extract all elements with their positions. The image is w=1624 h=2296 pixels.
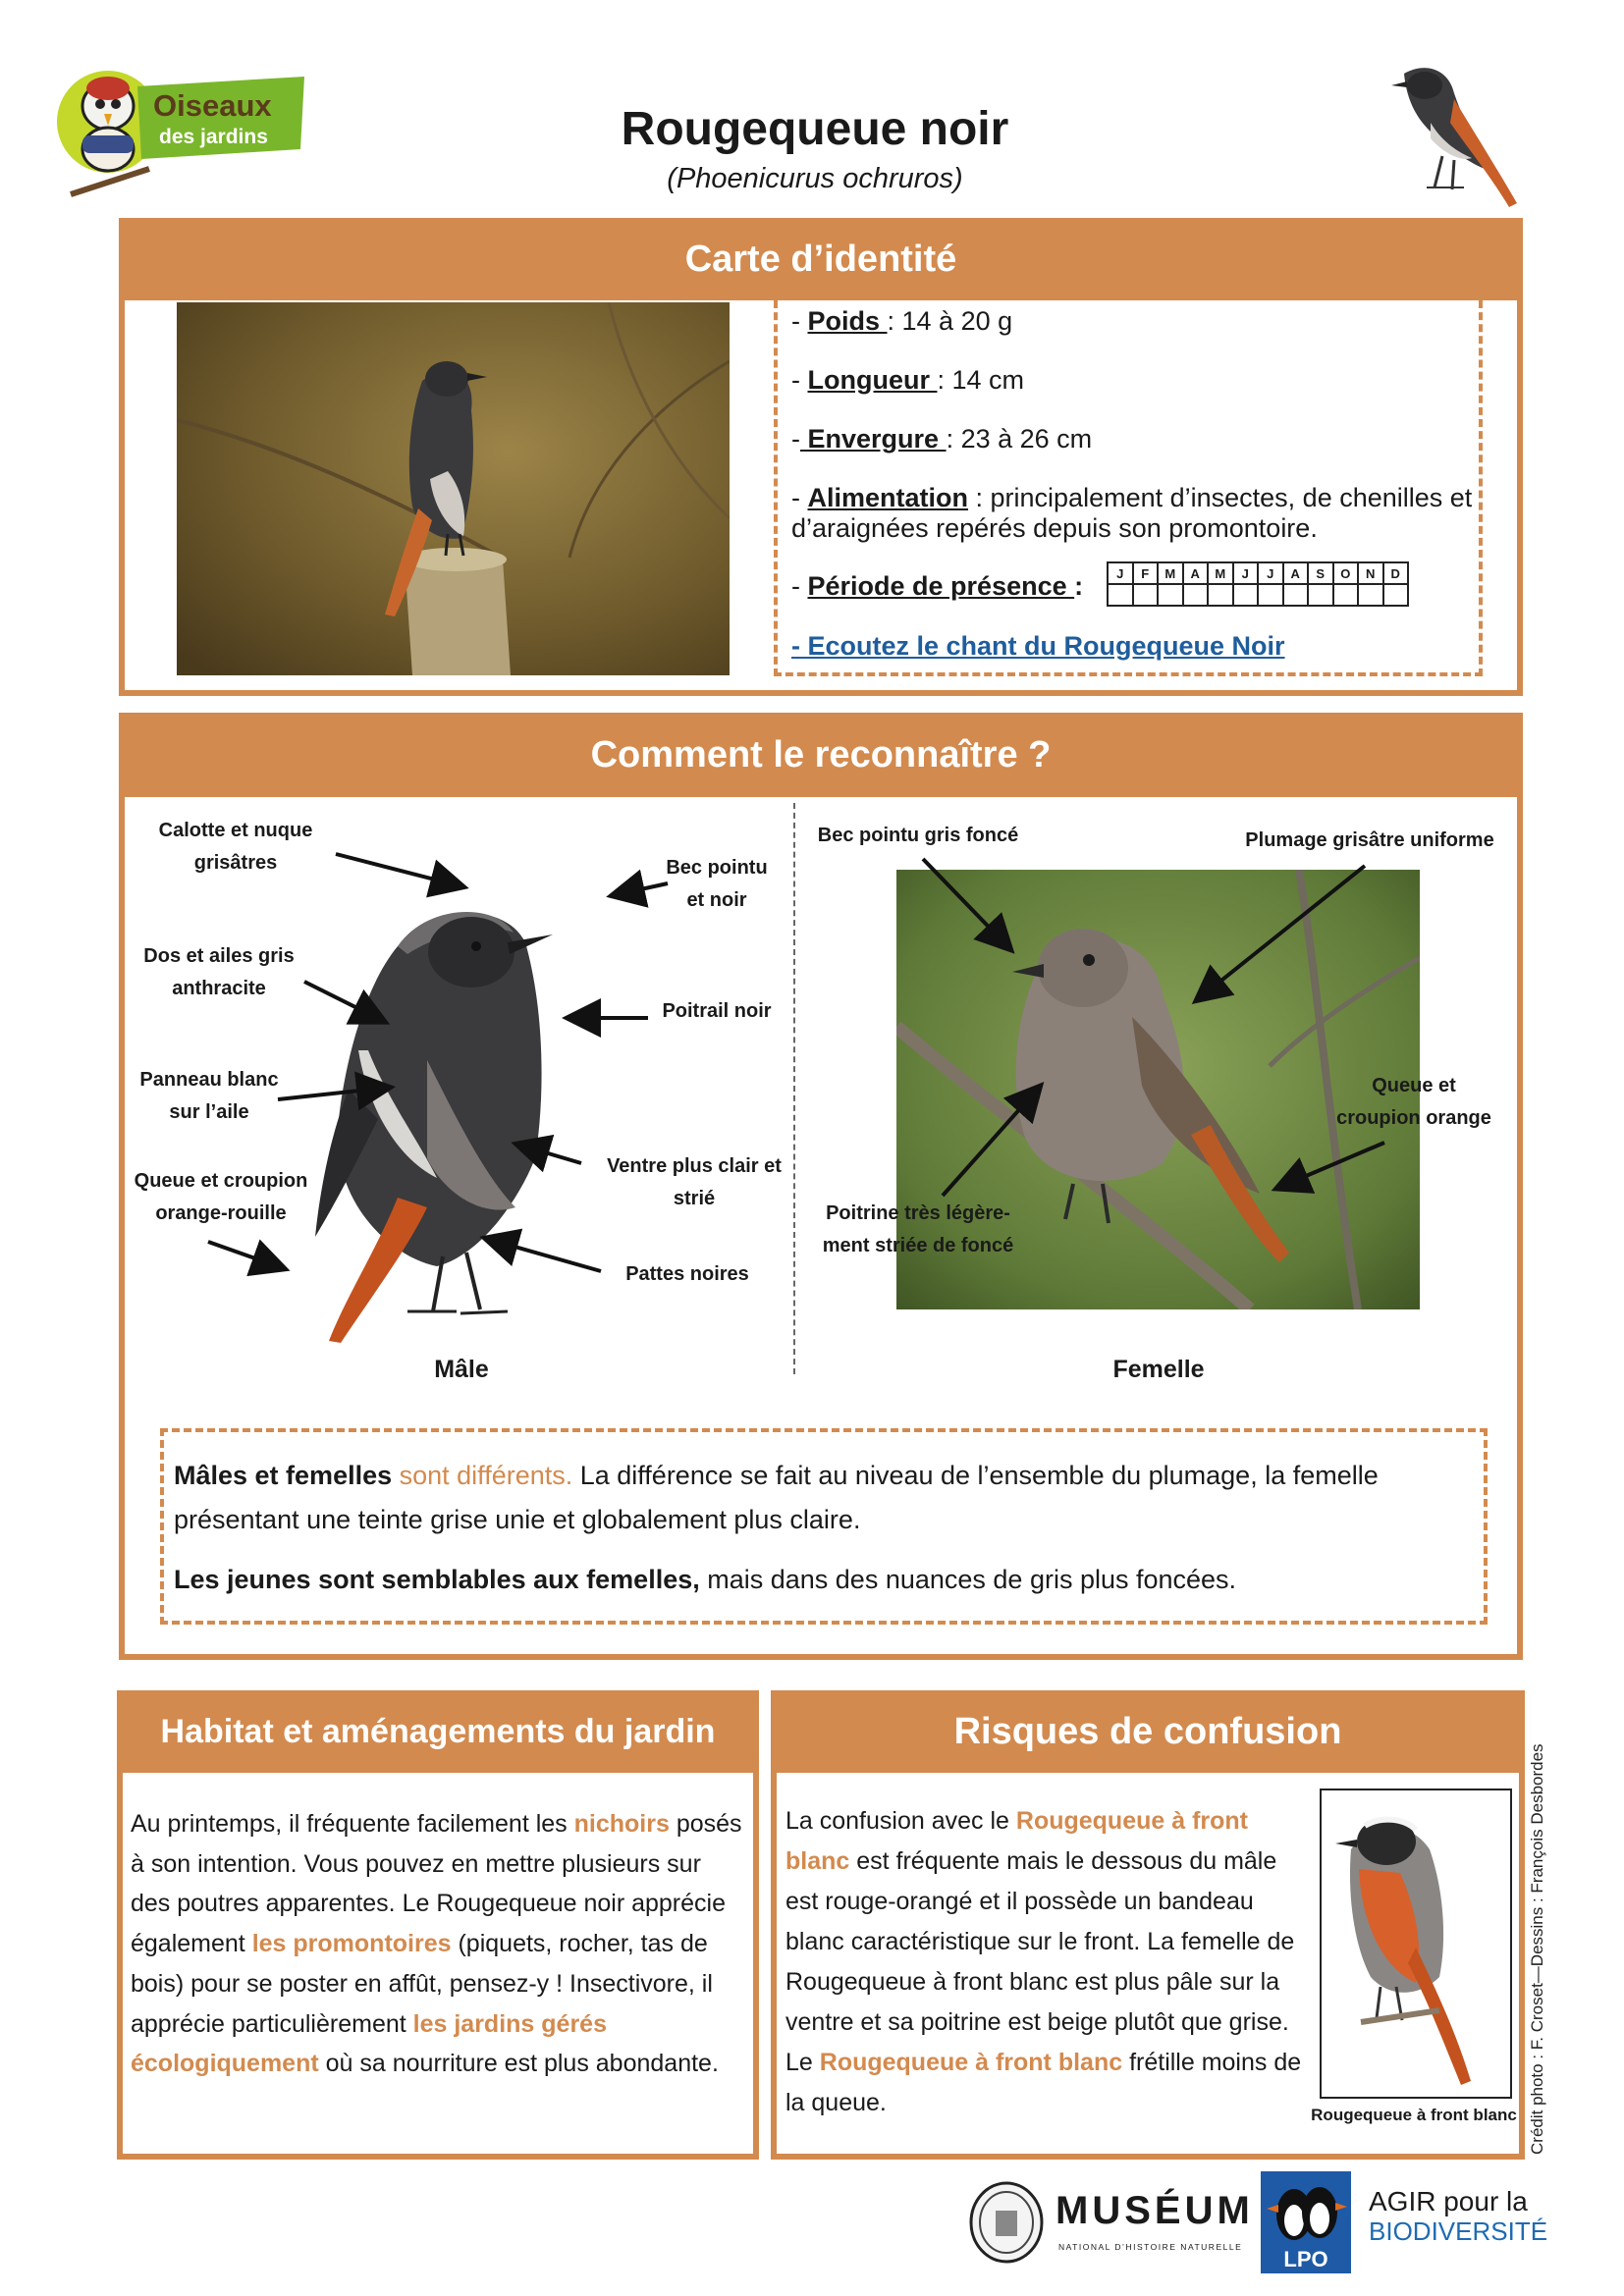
bird-on-post-photo — [177, 302, 730, 675]
label-queue-male — [128, 1165, 314, 1230]
male-bird-drawing — [250, 864, 643, 1355]
mascot-bird-icon — [47, 47, 312, 214]
habitat-text-1: Au printemps, il fréquente facilement les — [131, 1810, 574, 1838]
presence-calendar — [1107, 561, 1409, 607]
fact-diet-value: : principalement d’insectes, de chenilles et d’araignées repérés depuis son promontoire. — [791, 483, 1473, 543]
fact-diet-label: Alimentation — [807, 483, 969, 512]
note-paragraph-1 — [174, 1454, 1474, 1542]
label-bec-female: Bec pointu gris foncé — [817, 825, 1019, 846]
fact-weight: - Poids : 14 à 20 g — [791, 306, 1013, 336]
confusion-highlight-1: Rougequeue à front blanc — [785, 1807, 1248, 1875]
presence-cell — [1283, 584, 1309, 606]
label-poitrail: Poitrail noir — [662, 1000, 772, 1022]
label-queue-female — [1326, 1070, 1502, 1135]
label-dos — [131, 940, 307, 1005]
svg-text:LPO: LPO — [1283, 2247, 1328, 2271]
month-cell: J — [1233, 562, 1259, 584]
label-poitrine-line1: Poitrine très légère- — [826, 1202, 1010, 1224]
agir-line1: AGIR pour la — [1369, 2186, 1528, 2216]
male-black-redstart-icon — [250, 864, 643, 1355]
fact-presence: - Période de présence : — [791, 571, 1084, 601]
page-title: Rougequeue noir — [621, 103, 1009, 155]
presence-cell — [1333, 584, 1359, 606]
month-cell: S — [1308, 562, 1333, 584]
month-cell: J — [1108, 562, 1133, 584]
female-caption: Femelle — [1112, 1356, 1205, 1383]
confusion-text-1: La confusion avec le — [785, 1807, 1016, 1835]
recognition-heading: Comment le reconnaître ? — [119, 713, 1523, 797]
museum-seal-icon — [968, 2181, 1045, 2264]
page-subtitle: (Phoenicurus ochruros) — [667, 163, 963, 194]
month-cell: M — [1158, 562, 1183, 584]
fact-presence-label: Période de présence — [807, 571, 1075, 601]
identity-heading: Carte d’identité — [119, 218, 1523, 300]
label-calotte-line2: grisâtres — [193, 852, 278, 874]
habitat-heading: Habitat et aménagements du jardin — [117, 1690, 759, 1773]
presence-cell — [1108, 584, 1133, 606]
month-cell: O — [1333, 562, 1359, 584]
habitat-highlight-promontoires: les promontoires — [251, 1930, 452, 1958]
fact-wingspan: - Envergure : 23 à 26 cm — [791, 424, 1093, 454]
presence-cell — [1358, 584, 1383, 606]
habitat-highlight-jardins: les jardins gérés écologiquement — [131, 2009, 607, 2078]
label-plumage: Plumage grisâtre uniforme — [1245, 829, 1494, 851]
presence-cell — [1233, 584, 1259, 606]
label-dos-line1: Dos et ailes gris — [143, 945, 295, 967]
presence-cell — [1308, 584, 1333, 606]
svg-text:Oiseaux: Oiseaux — [153, 88, 272, 123]
fact-length: - Longueur : 14 cm — [791, 365, 1025, 395]
month-cell: N — [1358, 562, 1383, 584]
confusion-image-caption: Rougequeue à front blanc — [1311, 2106, 1517, 2124]
lpo-puffin-icon — [1261, 2171, 1351, 2273]
svg-text:des jardins: des jardins — [159, 126, 268, 148]
label-queue-female-line2: croupion orange — [1336, 1107, 1491, 1129]
male-caption: Mâle — [434, 1356, 489, 1383]
months-row — [1108, 562, 1408, 584]
label-ventre — [596, 1150, 792, 1215]
fact-length-label: Longueur — [807, 365, 938, 395]
note-paragraph-2 — [174, 1558, 1474, 1602]
confusion-highlight-2: Rougequeue à front blanc — [819, 2049, 1123, 2076]
confusion-text-3: frétille moins de la queue. — [785, 2049, 1302, 2116]
presence-cell — [1158, 584, 1183, 606]
lpo-logo — [1261, 2171, 1351, 2273]
presence-cell — [1133, 584, 1159, 606]
corner-bird-illustration — [1370, 54, 1527, 221]
presence-cell — [1183, 584, 1209, 606]
presence-row — [1108, 584, 1408, 606]
label-poitrine-line2: ment striée de foncé — [822, 1235, 1014, 1256]
month-cell: J — [1258, 562, 1283, 584]
note-p1-highlight: sont différents. — [392, 1461, 573, 1490]
label-panneau — [131, 1064, 288, 1129]
month-cell: F — [1133, 562, 1159, 584]
label-queue-male-line1: Queue et croupion — [134, 1170, 308, 1192]
presence-cell — [1258, 584, 1283, 606]
museum-name: MUSÉUM — [1056, 2189, 1254, 2232]
black-redstart-icon — [1370, 54, 1527, 221]
fact-length-value: : 14 cm — [937, 365, 1025, 395]
label-bec-male — [648, 852, 785, 917]
oiseaux-des-jardins-logo — [47, 47, 312, 214]
month-cell: D — [1383, 562, 1409, 584]
label-bec-male-line2: et noir — [686, 889, 747, 911]
male-redstart-photo — [177, 302, 730, 675]
label-poitrine — [810, 1198, 1026, 1262]
presence-cell — [1383, 584, 1409, 606]
note-p2-bold: Les jeunes sont semblables aux femelles, — [174, 1565, 700, 1594]
habitat-text-4: où sa nourriture est plus abondante. — [318, 2050, 719, 2078]
confusion-heading: Risques de confusion — [771, 1690, 1525, 1773]
fact-weight-value: : 14 à 20 g — [887, 306, 1013, 336]
agir-line2: BIODIVERSITÉ — [1369, 2216, 1548, 2246]
fact-wingspan-value: : 23 à 26 cm — [946, 424, 1093, 454]
month-cell: M — [1208, 562, 1233, 584]
photo-credit: Crédit photo : F. Croset—Dessins : François Desbordes — [1528, 1743, 1546, 2155]
label-dos-line2: anthracite — [172, 978, 266, 999]
listen-song-link[interactable]: - Ecoutez le chant du Rougequeue Noir — [791, 631, 1285, 661]
museum-subtitle: NATIONAL D’HISTOIRE NATURELLE — [1058, 2242, 1243, 2252]
presence-cell — [1208, 584, 1233, 606]
label-queue-female-line1: Queue et — [1372, 1075, 1456, 1096]
habitat-highlight-nichoirs: nichoirs — [573, 1810, 670, 1838]
month-cell: A — [1183, 562, 1209, 584]
label-ventre-line1: Ventre plus clair et — [607, 1155, 782, 1177]
label-panneau-line1: Panneau blanc — [139, 1069, 279, 1091]
sexual-dimorphism-note — [160, 1428, 1488, 1625]
fact-diet: - Alimentation : principalement d’insectes, de chenilles et d’araignées repérés depuis son promontoire. — [791, 483, 1473, 543]
note-p1-rest: La différence se fait au niveau de l’ensemble du plumage, la femelle présentant une teinte grise unie et globalement plus claire. — [174, 1461, 1379, 1534]
habitat-text — [131, 1804, 744, 2084]
fact-weight-label: Poids — [807, 306, 888, 336]
habitat-text-2: posés à son intention. Vous pouvez en mettre plusieurs sur des poutres apparentes. Le Rougequeue noir apprécie également — [131, 1810, 742, 1958]
common-redstart-image — [1320, 1789, 1512, 2099]
note-p2-rest: mais dans des nuances de gris plus foncées. — [699, 1565, 1237, 1594]
fact-wingspan-label: Envergure — [800, 424, 947, 454]
label-queue-male-line2: orange-rouille — [155, 1202, 287, 1224]
common-redstart-icon — [1322, 1790, 1510, 2097]
label-calotte-line1: Calotte et nuque — [158, 820, 313, 841]
confusion-text — [785, 1801, 1316, 2123]
confusion-text-2: est fréquente mais le dessous du mâle est rouge-orangé et il possède un bandeau blanc caractéristique sur le front. La femelle de Rougequeue à front blanc est plus pâle sur la ventre et sa poitrine est beige plutôt que grise. Le — [785, 1847, 1295, 2076]
label-bec-male-line1: Bec pointu — [666, 857, 768, 879]
label-ventre-line2: strié — [673, 1188, 716, 1209]
label-calotte — [142, 815, 329, 880]
habitat-text-3: (piquets, rocher, tas de bois) pour se poster en affût, pensez-y ! Insectivore, il apprécie particulièrement — [131, 1930, 713, 2038]
male-female-divider — [793, 803, 795, 1374]
fact-presence-colon: : — [1074, 571, 1084, 601]
label-pattes: Pattes noires — [625, 1263, 749, 1285]
month-cell: A — [1283, 562, 1309, 584]
label-panneau-line2: sur l’aile — [169, 1101, 249, 1123]
note-p1-bold: Mâles et femelles — [174, 1461, 393, 1490]
